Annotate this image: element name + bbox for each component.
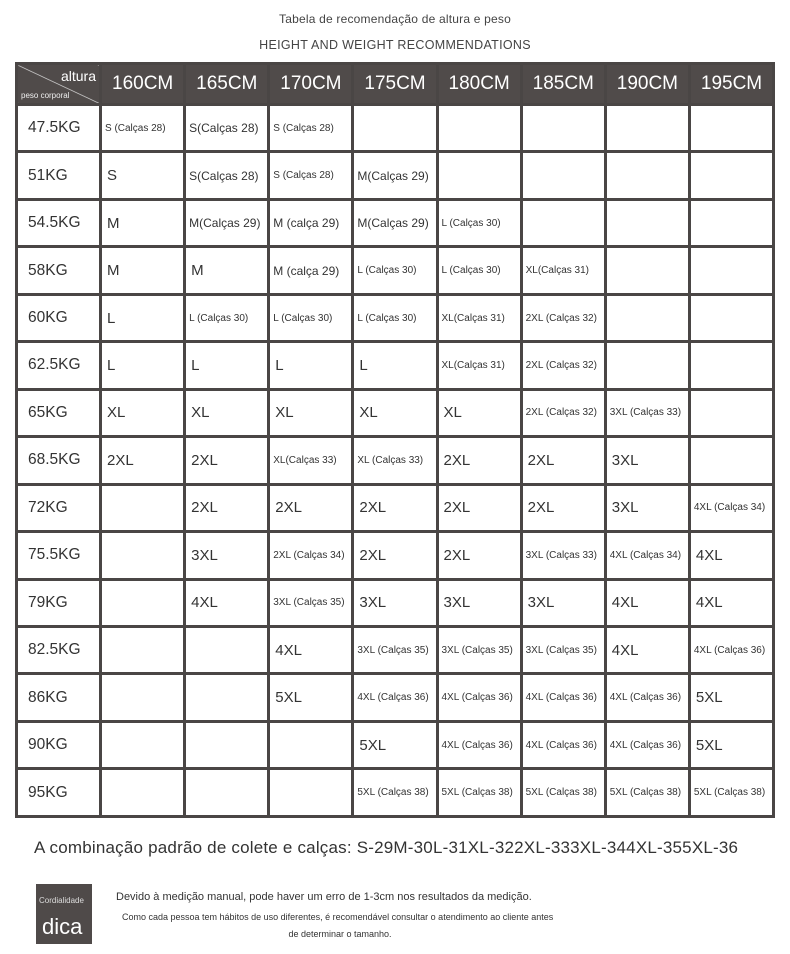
size-cell (101, 579, 185, 626)
size-cell: XL (269, 389, 353, 436)
table-row (17, 532, 774, 579)
tip-note-line-2: Como cada pessoa tem hábitos de uso diferentes, é recomendável consultar o atendimento ao cliente antes (122, 912, 554, 922)
size-cell: 4XL (Calças 34) (689, 484, 773, 531)
size-cell (185, 626, 269, 673)
size-cell: 3XL (353, 579, 437, 626)
weight-cell: 54.5KG (17, 199, 101, 246)
size-cell: L (353, 342, 437, 389)
table-row (17, 294, 774, 341)
size-cell: 3XL (Calças 33) (605, 389, 689, 436)
size-cell: M (185, 247, 269, 294)
size-cell: L (Calças 30) (185, 294, 269, 341)
weight-cell: 72KG (17, 484, 101, 531)
size-cell: S (Calças 28) (269, 152, 353, 199)
size-cell: M (calça 29) (269, 199, 353, 246)
size-cell: L (Calças 30) (353, 294, 437, 341)
size-cell: 4XL (Calças 36) (521, 674, 605, 721)
size-cell: 4XL (185, 579, 269, 626)
size-cell: S (Calças 28) (101, 105, 185, 152)
size-cell: 5XL (353, 721, 437, 768)
size-cell (605, 105, 689, 152)
table-row (17, 579, 774, 626)
size-cell: 4XL (Calças 36) (437, 721, 521, 768)
size-cell: L (185, 342, 269, 389)
size-cell (101, 532, 185, 579)
corner-height-label: altura (60, 68, 96, 84)
size-cell (689, 152, 773, 199)
height-header-cell: 185CM (521, 64, 605, 105)
size-cell: L (101, 294, 185, 341)
size-cell: 2XL (101, 437, 185, 484)
size-recommendation-table (15, 62, 775, 818)
table-row (17, 437, 774, 484)
height-header-cell: 170CM (269, 64, 353, 105)
table-row (17, 247, 774, 294)
combination-text: A combinação padrão de colete e calças: S-29M-30L-31XL-322XL-333XL-344XL-355XL-36 (34, 838, 739, 857)
size-cell (689, 437, 773, 484)
size-cell (185, 721, 269, 768)
table-row (17, 769, 774, 817)
height-header-cell: 165CM (185, 64, 269, 105)
size-cell: 2XL (Calças 32) (521, 389, 605, 436)
height-header-cell: 180CM (437, 64, 521, 105)
size-cell: M(Calças 29) (353, 152, 437, 199)
size-cell: 4XL (Calças 36) (353, 674, 437, 721)
size-cell: 3XL (437, 579, 521, 626)
size-cell: 2XL (185, 484, 269, 531)
weight-cell: 65KG (17, 389, 101, 436)
size-cell: XL(Calças 33) (269, 437, 353, 484)
size-cell: 4XL (605, 626, 689, 673)
size-cell: 3XL (605, 484, 689, 531)
tip-badge-small-label: Cordialidade (39, 896, 84, 905)
table-row (17, 626, 774, 673)
size-cell (101, 721, 185, 768)
size-cell: M (101, 199, 185, 246)
title-portuguese: Tabela de recomendação de altura e peso (279, 12, 511, 26)
size-cell (269, 769, 353, 817)
size-cell: 4XL (Calças 36) (521, 721, 605, 768)
size-cell: 5XL (Calças 38) (521, 769, 605, 817)
size-cell (605, 342, 689, 389)
size-cell: XL (101, 389, 185, 436)
size-cell (437, 105, 521, 152)
size-cell: 4XL (Calças 36) (605, 674, 689, 721)
size-cell: 2XL (437, 484, 521, 531)
weight-cell: 75.5KG (17, 532, 101, 579)
size-cell: 2XL (437, 532, 521, 579)
size-cell (689, 294, 773, 341)
size-cell: 4XL (689, 579, 773, 626)
size-cell: 5XL (Calças 38) (605, 769, 689, 817)
size-cell: 4XL (689, 532, 773, 579)
weight-cell: 60KG (17, 294, 101, 341)
size-cell: XL (437, 389, 521, 436)
size-cell: XL (185, 389, 269, 436)
size-cell (521, 152, 605, 199)
weight-cell: 58KG (17, 247, 101, 294)
size-cell: 2XL (353, 532, 437, 579)
size-cell (689, 199, 773, 246)
size-cell (605, 199, 689, 246)
size-cell (689, 389, 773, 436)
size-cell (689, 247, 773, 294)
header-row (17, 64, 774, 105)
size-cell: 3XL (Calças 35) (269, 579, 353, 626)
size-cell: 2XL (269, 484, 353, 531)
size-cell: XL(Calças 31) (521, 247, 605, 294)
size-cell: 2XL (Calças 32) (521, 294, 605, 341)
size-cell: 3XL (Calças 35) (521, 626, 605, 673)
title-english: HEIGHT AND WEIGHT RECOMMENDATIONS (259, 38, 531, 52)
size-cell: 4XL (269, 626, 353, 673)
size-cell: S (101, 152, 185, 199)
size-cell: 5XL (689, 674, 773, 721)
size-cell: XL (Calças 33) (353, 437, 437, 484)
size-cell: M(Calças 29) (353, 199, 437, 246)
size-cell (101, 626, 185, 673)
size-cell: 3XL (Calças 33) (521, 532, 605, 579)
weight-cell: 51KG (17, 152, 101, 199)
size-cell (521, 105, 605, 152)
size-cell (185, 674, 269, 721)
table-row (17, 342, 774, 389)
size-cell: 3XL (521, 579, 605, 626)
height-header-cell: 160CM (101, 64, 185, 105)
size-cell (101, 674, 185, 721)
size-cell (605, 294, 689, 341)
size-cell: M(Calças 29) (185, 199, 269, 246)
size-cell (269, 721, 353, 768)
size-cell: M (calça 29) (269, 247, 353, 294)
size-cell: S (Calças 28) (269, 105, 353, 152)
size-cell (605, 247, 689, 294)
size-cell: 4XL (605, 579, 689, 626)
size-cell: 3XL (185, 532, 269, 579)
size-cell (521, 199, 605, 246)
weight-cell: 68.5KG (17, 437, 101, 484)
size-cell: 2XL (185, 437, 269, 484)
table-row (17, 721, 774, 768)
height-header-cell: 190CM (605, 64, 689, 105)
size-cell (101, 769, 185, 817)
size-cell (101, 484, 185, 531)
size-cell: 2XL (Calças 34) (269, 532, 353, 579)
size-cell: L (269, 342, 353, 389)
table-row (17, 674, 774, 721)
corner-header (17, 64, 101, 105)
table-row (17, 199, 774, 246)
size-cell: 4XL (Calças 34) (605, 532, 689, 579)
size-cell: 4XL (Calças 36) (437, 674, 521, 721)
size-cell: 5XL (269, 674, 353, 721)
tip-note-line-3: de determinar o tamanho. (288, 929, 392, 939)
table-row (17, 152, 774, 199)
size-cell: 5XL (Calças 38) (689, 769, 773, 817)
size-cell: 2XL (521, 437, 605, 484)
size-cell: L (Calças 30) (269, 294, 353, 341)
size-cell: 5XL (Calças 38) (353, 769, 437, 817)
size-cell: 4XL (Calças 36) (689, 626, 773, 673)
weight-cell: 82.5KG (17, 626, 101, 673)
size-cell (185, 769, 269, 817)
size-cell: 4XL (Calças 36) (605, 721, 689, 768)
size-cell: XL(Calças 31) (437, 342, 521, 389)
size-cell: 3XL (605, 437, 689, 484)
height-header-cell: 175CM (353, 64, 437, 105)
tip-note-line-1: Devido à medição manual, pode haver um erro de 1-3cm nos resultados da medição. (116, 891, 532, 903)
size-cell: 3XL (Calças 35) (353, 626, 437, 673)
size-cell: XL(Calças 31) (437, 294, 521, 341)
weight-cell: 95KG (17, 769, 101, 817)
size-cell: L (Calças 30) (437, 247, 521, 294)
size-cell: S(Calças 28) (185, 105, 269, 152)
size-cell: 3XL (Calças 35) (437, 626, 521, 673)
weight-cell: 62.5KG (17, 342, 101, 389)
size-cell: S(Calças 28) (185, 152, 269, 199)
size-cell (605, 152, 689, 199)
weight-cell: 47.5KG (17, 105, 101, 152)
weight-cell: 90KG (17, 721, 101, 768)
size-cell (353, 105, 437, 152)
size-cell: 2XL (Calças 32) (521, 342, 605, 389)
size-cell: XL (353, 389, 437, 436)
table-row (17, 389, 774, 436)
tip-badge-label: dica (42, 914, 83, 939)
corner-weight-label: peso corporal (21, 91, 70, 100)
size-cell (689, 342, 773, 389)
size-cell: L (Calças 30) (353, 247, 437, 294)
size-cell: L (Calças 30) (437, 199, 521, 246)
weight-cell: 86KG (17, 674, 101, 721)
size-cell: M (101, 247, 185, 294)
size-cell: 2XL (437, 437, 521, 484)
size-cell (437, 152, 521, 199)
weight-cell: 79KG (17, 579, 101, 626)
table-row (17, 484, 774, 531)
size-cell: 5XL (Calças 38) (437, 769, 521, 817)
size-cell: 2XL (521, 484, 605, 531)
size-cell: 5XL (689, 721, 773, 768)
height-header-cell: 195CM (689, 64, 773, 105)
table-row (17, 105, 774, 152)
size-cell: 2XL (353, 484, 437, 531)
size-cell: L (101, 342, 185, 389)
size-cell (689, 105, 773, 152)
